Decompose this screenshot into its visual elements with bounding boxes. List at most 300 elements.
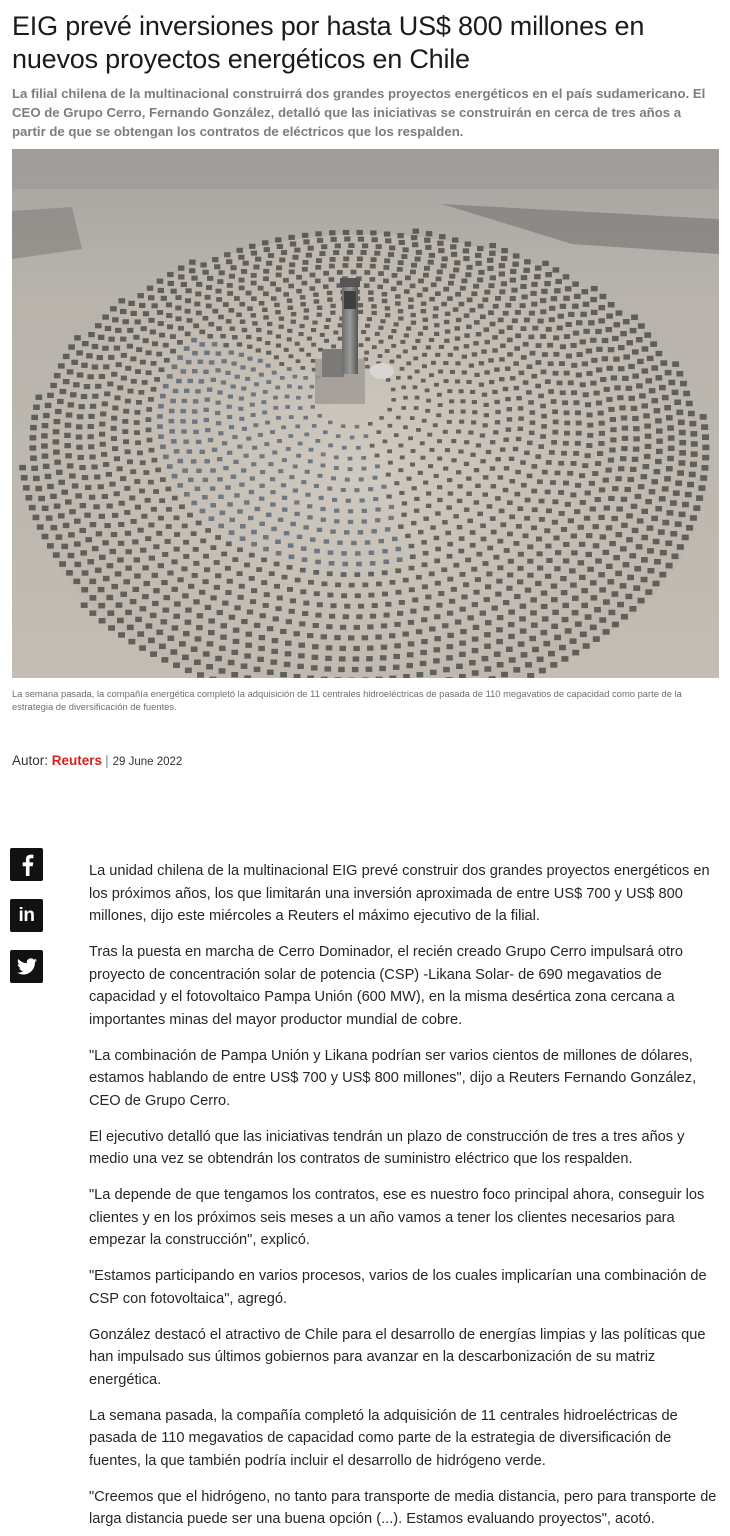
heliostat-mirror [423,551,429,556]
heliostat-mirror [183,554,189,559]
heliostat-mirror [548,361,554,366]
heliostat-mirror [45,403,52,408]
heliostat-mirror [631,406,638,411]
heliostat-mirror [456,318,462,322]
heliostat-mirror [524,259,531,264]
heliostat-mirror [687,482,694,488]
heliostat-mirror [310,273,316,278]
heliostat-mirror [323,271,329,276]
heliostat-mirror [596,367,602,372]
heliostat-mirror [394,622,400,627]
heliostat-mirror [471,567,477,572]
heliostat-mirror [623,319,630,324]
heliostat-mirror [118,541,124,546]
heliostat-mirror [375,454,380,458]
heliostat-mirror [621,497,628,502]
heliostat-mirror [524,516,530,521]
heliostat-mirror [92,394,98,399]
heliostat-mirror [391,329,396,333]
heliostat-mirror [575,621,582,627]
heliostat-mirror [626,513,633,518]
heliostat-mirror [561,451,567,456]
heliostat-mirror [89,579,96,584]
heliostat-mirror [476,443,481,447]
heliostat-mirror [455,292,461,297]
heliostat-mirror [294,500,299,504]
heliostat-mirror [497,615,504,620]
heliostat-mirror [507,573,513,578]
heliostat-mirror [571,390,577,395]
heliostat-mirror [138,528,144,533]
heliostat-mirror [367,624,373,629]
heliostat-mirror [43,413,50,418]
heliostat-mirror [498,475,504,479]
heliostat-mirror [643,464,650,469]
heliostat-mirror [150,651,157,657]
heliostat-mirror [215,573,221,578]
heliostat-mirror [171,289,177,294]
heliostat-mirror [369,551,375,556]
heliostat-mirror [184,492,190,497]
heliostat-mirror [623,562,630,567]
heliostat-mirror [245,377,250,381]
heliostat-mirror [228,395,233,399]
heliostat-mirror [191,647,198,652]
heliostat-mirror [280,672,287,677]
heliostat-mirror [264,442,269,446]
heliostat-mirror [117,557,124,562]
heliostat-mirror [232,335,238,339]
heliostat-mirror [633,585,640,591]
heliostat-mirror [274,355,279,359]
heliostat-mirror [296,275,302,280]
heliostat-mirror [553,267,560,272]
heliostat-mirror [584,516,590,521]
heliostat-mirror [467,380,472,384]
heliostat-mirror [618,366,625,371]
heliostat-mirror [293,465,298,469]
heliostat-mirror [193,599,199,604]
heliostat-mirror [530,610,537,615]
heliostat-mirror [65,499,72,504]
share-twitter-button[interactable] [10,950,43,983]
heliostat-mirror [587,423,593,428]
heliostat-mirror [182,399,188,403]
heliostat-mirror [260,470,265,474]
heliostat-mirror [517,579,523,584]
heliostat-mirror [590,381,596,386]
heliostat-mirror [481,349,487,353]
heliostat-mirror [279,317,284,321]
heliostat-mirror [102,346,108,351]
heliostat-mirror [192,420,198,424]
heliostat-mirror [655,459,662,464]
heliostat-mirror [106,472,112,477]
heliostat-mirror [527,474,533,479]
heliostat-mirror [404,289,410,294]
heliostat-mirror [477,278,483,283]
heliostat-mirror [698,485,705,491]
heliostat-mirror [75,493,82,498]
heliostat-mirror [311,405,316,409]
heliostat-mirror [275,237,281,242]
heliostat-mirror [183,440,189,444]
heliostat-mirror [368,572,374,577]
heliostat-mirror [261,558,267,563]
heliostat-mirror [421,309,427,313]
heliostat-mirror [342,562,348,567]
heliostat-mirror [459,302,465,307]
heliostat-mirror [632,349,639,354]
share-facebook-button[interactable] [10,848,43,881]
heliostat-mirror [215,656,222,661]
heliostat-mirror [488,310,494,315]
heliostat-mirror [293,375,298,379]
heliostat-mirror [148,523,154,528]
heliostat-mirror [152,303,158,308]
heliostat-mirror [555,550,561,555]
heliostat-mirror [284,662,291,667]
heliostat-mirror [54,460,61,465]
heliostat-mirror [199,379,205,383]
heliostat-mirror [297,535,303,539]
heliostat-mirror [370,277,376,282]
heliostat-mirror [134,479,140,484]
heliostat-mirror [68,532,75,537]
heliostat-mirror [391,388,396,392]
heliostat-mirror [73,382,80,387]
heliostat-mirror [111,532,117,537]
heliostat-mirror [103,576,110,581]
heliostat-mirror [214,560,220,565]
publish-date: 29 June 2022 [112,756,183,768]
heliostat-mirror [64,433,71,438]
heliostat-mirror [622,436,628,441]
heliostat-mirror [270,477,275,481]
heliostat-mirror [683,391,690,397]
heliostat-mirror [626,537,633,542]
heliostat-mirror [325,666,332,671]
heliostat-mirror [447,389,452,393]
heliostat-mirror [203,651,210,656]
heliostat-mirror [251,296,257,301]
heliostat-mirror [388,424,393,428]
heliostat-mirror [272,451,277,455]
heliostat-mirror [244,454,249,458]
heliostat-mirror [476,332,482,336]
heliostat-mirror [666,415,673,420]
heliostat-mirror [281,483,286,487]
heliostat-mirror [196,469,202,473]
heliostat-mirror [508,634,515,639]
heliostat-mirror [111,416,117,421]
heliostat-mirror [430,670,437,675]
heliostat-mirror [107,382,113,387]
heliostat-mirror [586,443,592,448]
heliostat-mirror [139,645,146,651]
heliostat-mirror [436,277,442,282]
heliostat-mirror [173,663,180,669]
heliostat-mirror [463,256,469,261]
share-linkedin-button[interactable] [10,899,43,932]
heliostat-mirror [592,471,598,476]
heliostat-mirror [372,345,377,349]
heliostat-mirror [412,598,418,603]
heliostat-mirror [160,477,166,482]
heliostat-mirror [193,324,199,329]
heliostat-mirror [500,447,506,451]
heliostat-mirror [151,507,157,512]
heliostat-mirror [381,645,388,650]
heliostat-mirror [290,598,296,603]
heliostat-mirror [377,430,382,434]
heliostat-mirror [318,474,323,478]
heliostat-mirror [583,643,590,649]
heliostat-mirror [529,311,535,316]
heliostat-mirror [606,327,613,332]
heliostat-mirror [264,592,270,597]
heliostat-mirror [172,625,179,630]
heliostat-mirror [210,503,216,508]
heliostat-mirror [558,461,564,466]
heliostat-mirror [146,407,152,412]
heliostat-mirror [437,485,442,489]
heliostat-mirror [251,251,257,256]
heliostat-mirror [593,524,599,529]
heliostat-mirror [120,337,126,342]
heliostat-mirror [67,369,74,374]
heliostat-mirror [218,524,224,529]
heliostat-mirror [195,292,201,297]
heliostat-mirror [61,490,68,495]
heliostat-mirror [463,582,469,587]
heliostat-mirror [658,529,665,535]
heliostat-mirror [459,641,466,646]
heliostat-mirror [111,436,117,441]
heliostat-mirror [144,581,151,586]
heliostat-mirror [497,539,503,544]
author-link[interactable]: Reuters [51,753,103,768]
heliostat-mirror [116,362,122,367]
heliostat-mirror [74,519,81,524]
heliostat-mirror [509,515,515,520]
heliostat-mirror [225,566,231,571]
heliostat-mirror [691,451,698,457]
heliostat-mirror [295,425,300,429]
heliostat-mirror [554,635,561,641]
heliostat-mirror [411,235,417,240]
heliostat-mirror [166,507,172,512]
heliostat-mirror [286,447,291,451]
heliostat-mirror [334,509,339,513]
heliostat-mirror [193,547,199,552]
heliostat-mirror [514,594,520,599]
heliostat-mirror [612,591,619,597]
heliostat-mirror [288,543,294,548]
heliostat-mirror [229,308,235,313]
heliostat-mirror [301,480,306,484]
heliostat-mirror [410,416,415,420]
heliostat-mirror [551,597,558,602]
heliostat-mirror [651,365,658,370]
heliostat-mirror [271,527,277,531]
heliostat-mirror [344,530,350,534]
heliostat-mirror [689,472,696,478]
heliostat-mirror [518,427,524,431]
heliostat-mirror [511,288,517,293]
heliostat-mirror [437,498,442,502]
heliostat-mirror [88,332,95,337]
heliostat-mirror [517,506,523,511]
heliostat-mirror [580,382,586,387]
heliostat-mirror [528,335,534,340]
heliostat-mirror [385,349,390,353]
heliostat-mirror [459,652,466,657]
heliostat-mirror [482,297,488,302]
heliostat-mirror [649,388,656,393]
heliostat-mirror [446,655,453,660]
heliostat-mirror [131,311,137,316]
heliostat-mirror [346,499,351,503]
heliostat-mirror [418,332,423,336]
heliostat-mirror [394,481,399,485]
heliostat-mirror [563,296,570,301]
heliostat-mirror [358,303,363,307]
heliostat-mirror [608,407,614,412]
heliostat-mirror [269,571,275,576]
heliostat-mirror [348,243,354,248]
heliostat-mirror [239,353,244,357]
heliostat-mirror [232,435,237,439]
heliostat-mirror [590,507,596,512]
heliostat-mirror [108,337,114,342]
heliostat-mirror [472,637,479,642]
heliostat-mirror [541,591,548,596]
heliostat-mirror [457,499,463,503]
heliostat-mirror [453,307,459,312]
heliostat-mirror [606,397,612,402]
heliostat-mirror [608,302,615,307]
heliostat-mirror [336,434,341,438]
heliostat-mirror [582,361,588,366]
heliostat-mirror [69,473,76,478]
heliostat-mirror [205,528,211,533]
heliostat-mirror [101,452,107,457]
heliostat-mirror [629,553,636,558]
heliostat-mirror [454,260,460,265]
heliostat-mirror [344,237,350,242]
heliostat-mirror [423,273,429,278]
article-body [89,860,721,1536]
heliostat-mirror [465,242,472,247]
heliostat-mirror [240,365,245,369]
heliostat-mirror [649,489,656,494]
heliostat-mirror [632,457,639,462]
heliostat-mirror [385,313,390,317]
heliostat-mirror [246,437,251,441]
heliostat-mirror [19,465,26,471]
heliostat-mirror [620,456,626,461]
heliostat-mirror [421,617,427,622]
heliostat-mirror [560,390,566,395]
heliostat-mirror [690,515,697,521]
heliostat-mirror [33,515,40,521]
heliostat-mirror [608,458,614,463]
heliostat-mirror [423,287,429,292]
heliostat-mirror [295,578,301,583]
heliostat-mirror [341,424,346,428]
heliostat-mirror [171,559,177,564]
heliostat-mirror [270,502,275,506]
heliostat-mirror [508,610,515,615]
heliostat-mirror [205,428,210,432]
heliostat-mirror [530,410,536,415]
heliostat-mirror [537,551,543,556]
heliostat-mirror [609,541,616,546]
heliostat-mirror [170,334,176,339]
heliostat-mirror [531,374,537,379]
heliostat-mirror [599,587,606,592]
heliostat-mirror [237,547,243,552]
heliostat-mirror [205,605,211,610]
heliostat-mirror [99,422,105,427]
heliostat-mirror [648,568,655,574]
heliostat-mirror [229,615,235,620]
heliostat-mirror [343,614,349,619]
heliostat-mirror [700,414,707,420]
heliostat-mirror [343,230,349,235]
heliostat-mirror [58,363,65,368]
heliostat-mirror [266,380,271,384]
heliostat-mirror [674,400,681,406]
heliostat-mirror [254,623,260,628]
heliostat-mirror [524,318,530,323]
heliostat-mirror [634,566,641,572]
heliostat-mirror [520,628,527,633]
heliostat-mirror [228,660,235,665]
heliostat-mirror [344,604,350,609]
heliostat-mirror [686,525,693,531]
heliostat-mirror [307,337,312,341]
heliostat-mirror [231,475,236,479]
heliostat-mirror [222,441,227,445]
heliostat-mirror [572,304,579,309]
heliostat-mirror [591,358,597,363]
heliostat-mirror [220,511,226,515]
heliostat-mirror [587,413,593,418]
heliostat-mirror [210,468,216,472]
heliostat-mirror [527,364,533,369]
heliostat-mirror [520,604,527,609]
heliostat-mirror [596,401,602,406]
heliostat-mirror [510,296,516,301]
article-title: EIG prevé inversiones por hasta US$ 800 millones en nuevos proyectos energéticos en Chile [12,11,645,74]
heliostat-mirror [620,546,627,551]
heliostat-mirror [538,394,544,399]
heliostat-mirror [216,401,221,405]
heliostat-mirror [491,530,497,535]
heliostat-mirror [496,627,503,632]
heliostat-mirror [145,498,151,503]
heliostat-mirror [140,460,146,465]
heliostat-mirror [551,624,558,629]
heliostat-mirror [559,361,565,366]
heliostat-mirror [328,550,334,555]
heliostat-mirror [312,321,317,325]
heliostat-mirror [386,473,391,477]
heliostat-mirror [377,285,383,290]
heliostat-mirror [583,329,589,334]
